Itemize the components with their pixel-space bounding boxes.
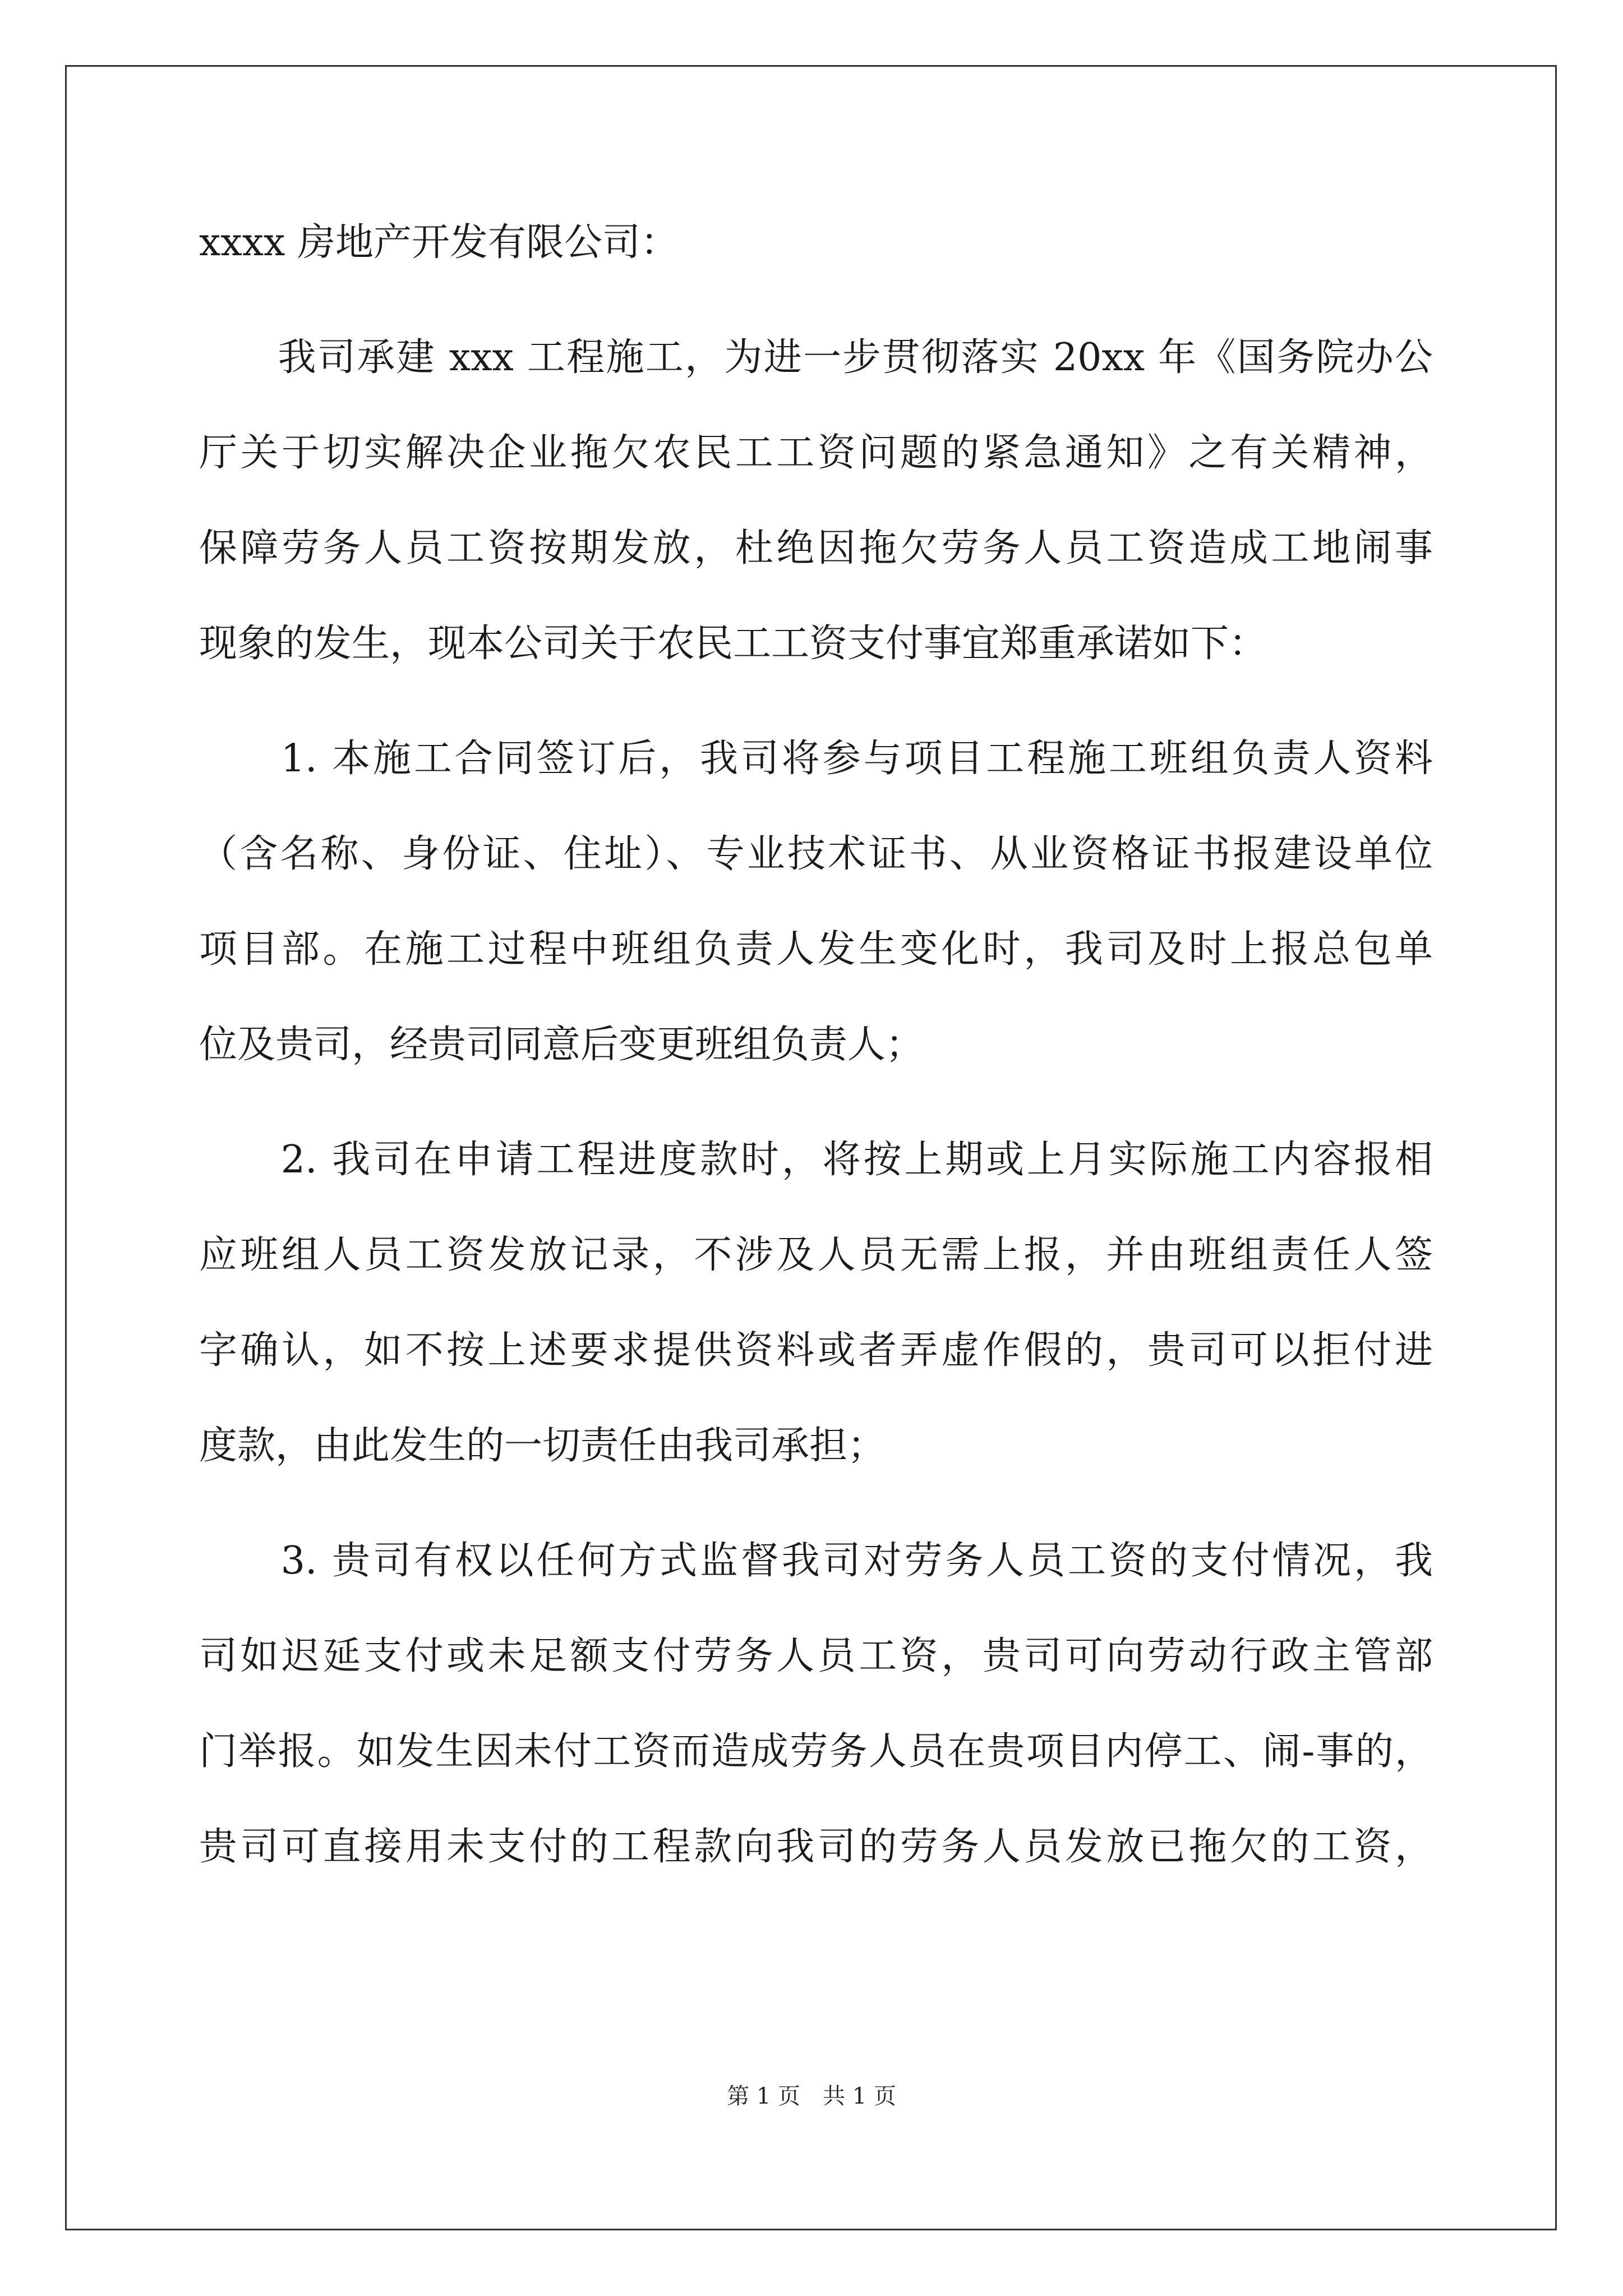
paragraph-3-line-1: 2. 我司在申请工程进度款时，将按上期或上月实际施工内容报相 [199, 1138, 1433, 1182]
paragraph-2-line-3: 项目部。在施工过程中班组负责人发生变化时，我司及时上报总包单 [199, 927, 1433, 972]
paragraph-3-line-4: 度款，由此发生的一切责任由我司承担； [199, 1424, 886, 1468]
paragraph-1-line-4: 现象的发生，现本公司关于农民工工资支付事宜郑重承诺如下： [199, 622, 1267, 666]
paragraph-4-line-3: 门举报。如发生因未付工资而造成劳务人员在贵项目内停工、闹-事的， [199, 1729, 1433, 1774]
page-number-footer: 第 1 页 共 1 页 [727, 2083, 896, 2109]
paragraph-1-line-2: 厅关于切实解决企业拖欠农民工工资问题的紧急通知》之有关精神， [199, 431, 1433, 475]
paragraph-4-line-1: 3. 贵司有权以任何方式监督我司对劳务人员工资的支付情况，我 [199, 1539, 1433, 1583]
paragraph-2-line-1: 1. 本施工合同签订后，我司将参与项目工程施工班组负责人资料 [199, 737, 1433, 781]
paragraph-1-line-3: 保障劳务人员工资按期发放，杜绝因拖欠劳务人员工资造成工地闹事 [199, 526, 1433, 570]
salutation: xxxx 房地产开发有限公司： [199, 220, 679, 265]
paragraph-4-line-2: 司如迟延支付或未足额支付劳务人员工资，贵司可向劳动行政主管部 [199, 1634, 1433, 1678]
paragraph-3-line-3: 字确认，如不按上述要求提供资料或者弄虚作假的，贵司可以拒付进 [199, 1328, 1433, 1373]
paragraph-2-line-2: （含名称、身份证、住址）、专业技术证书、从业资格证书报建设单位 [199, 832, 1433, 876]
paragraph-1-line-1: 我司承建 xxx 工程施工，为进一步贯彻落实 20xx 年《国务院办公 [199, 335, 1433, 380]
paragraph-2-line-4: 位及贵司，经贵司同意后变更班组负责人； [199, 1023, 924, 1067]
paragraph-4-line-4: 贵司可直接用未支付的工程款向我司的劳务人员发放已拖欠的工资， [199, 1825, 1433, 1869]
paragraph-3-line-2: 应班组人员工资发放记录，不涉及人员无需上报，并由班组责任人签 [199, 1233, 1433, 1277]
